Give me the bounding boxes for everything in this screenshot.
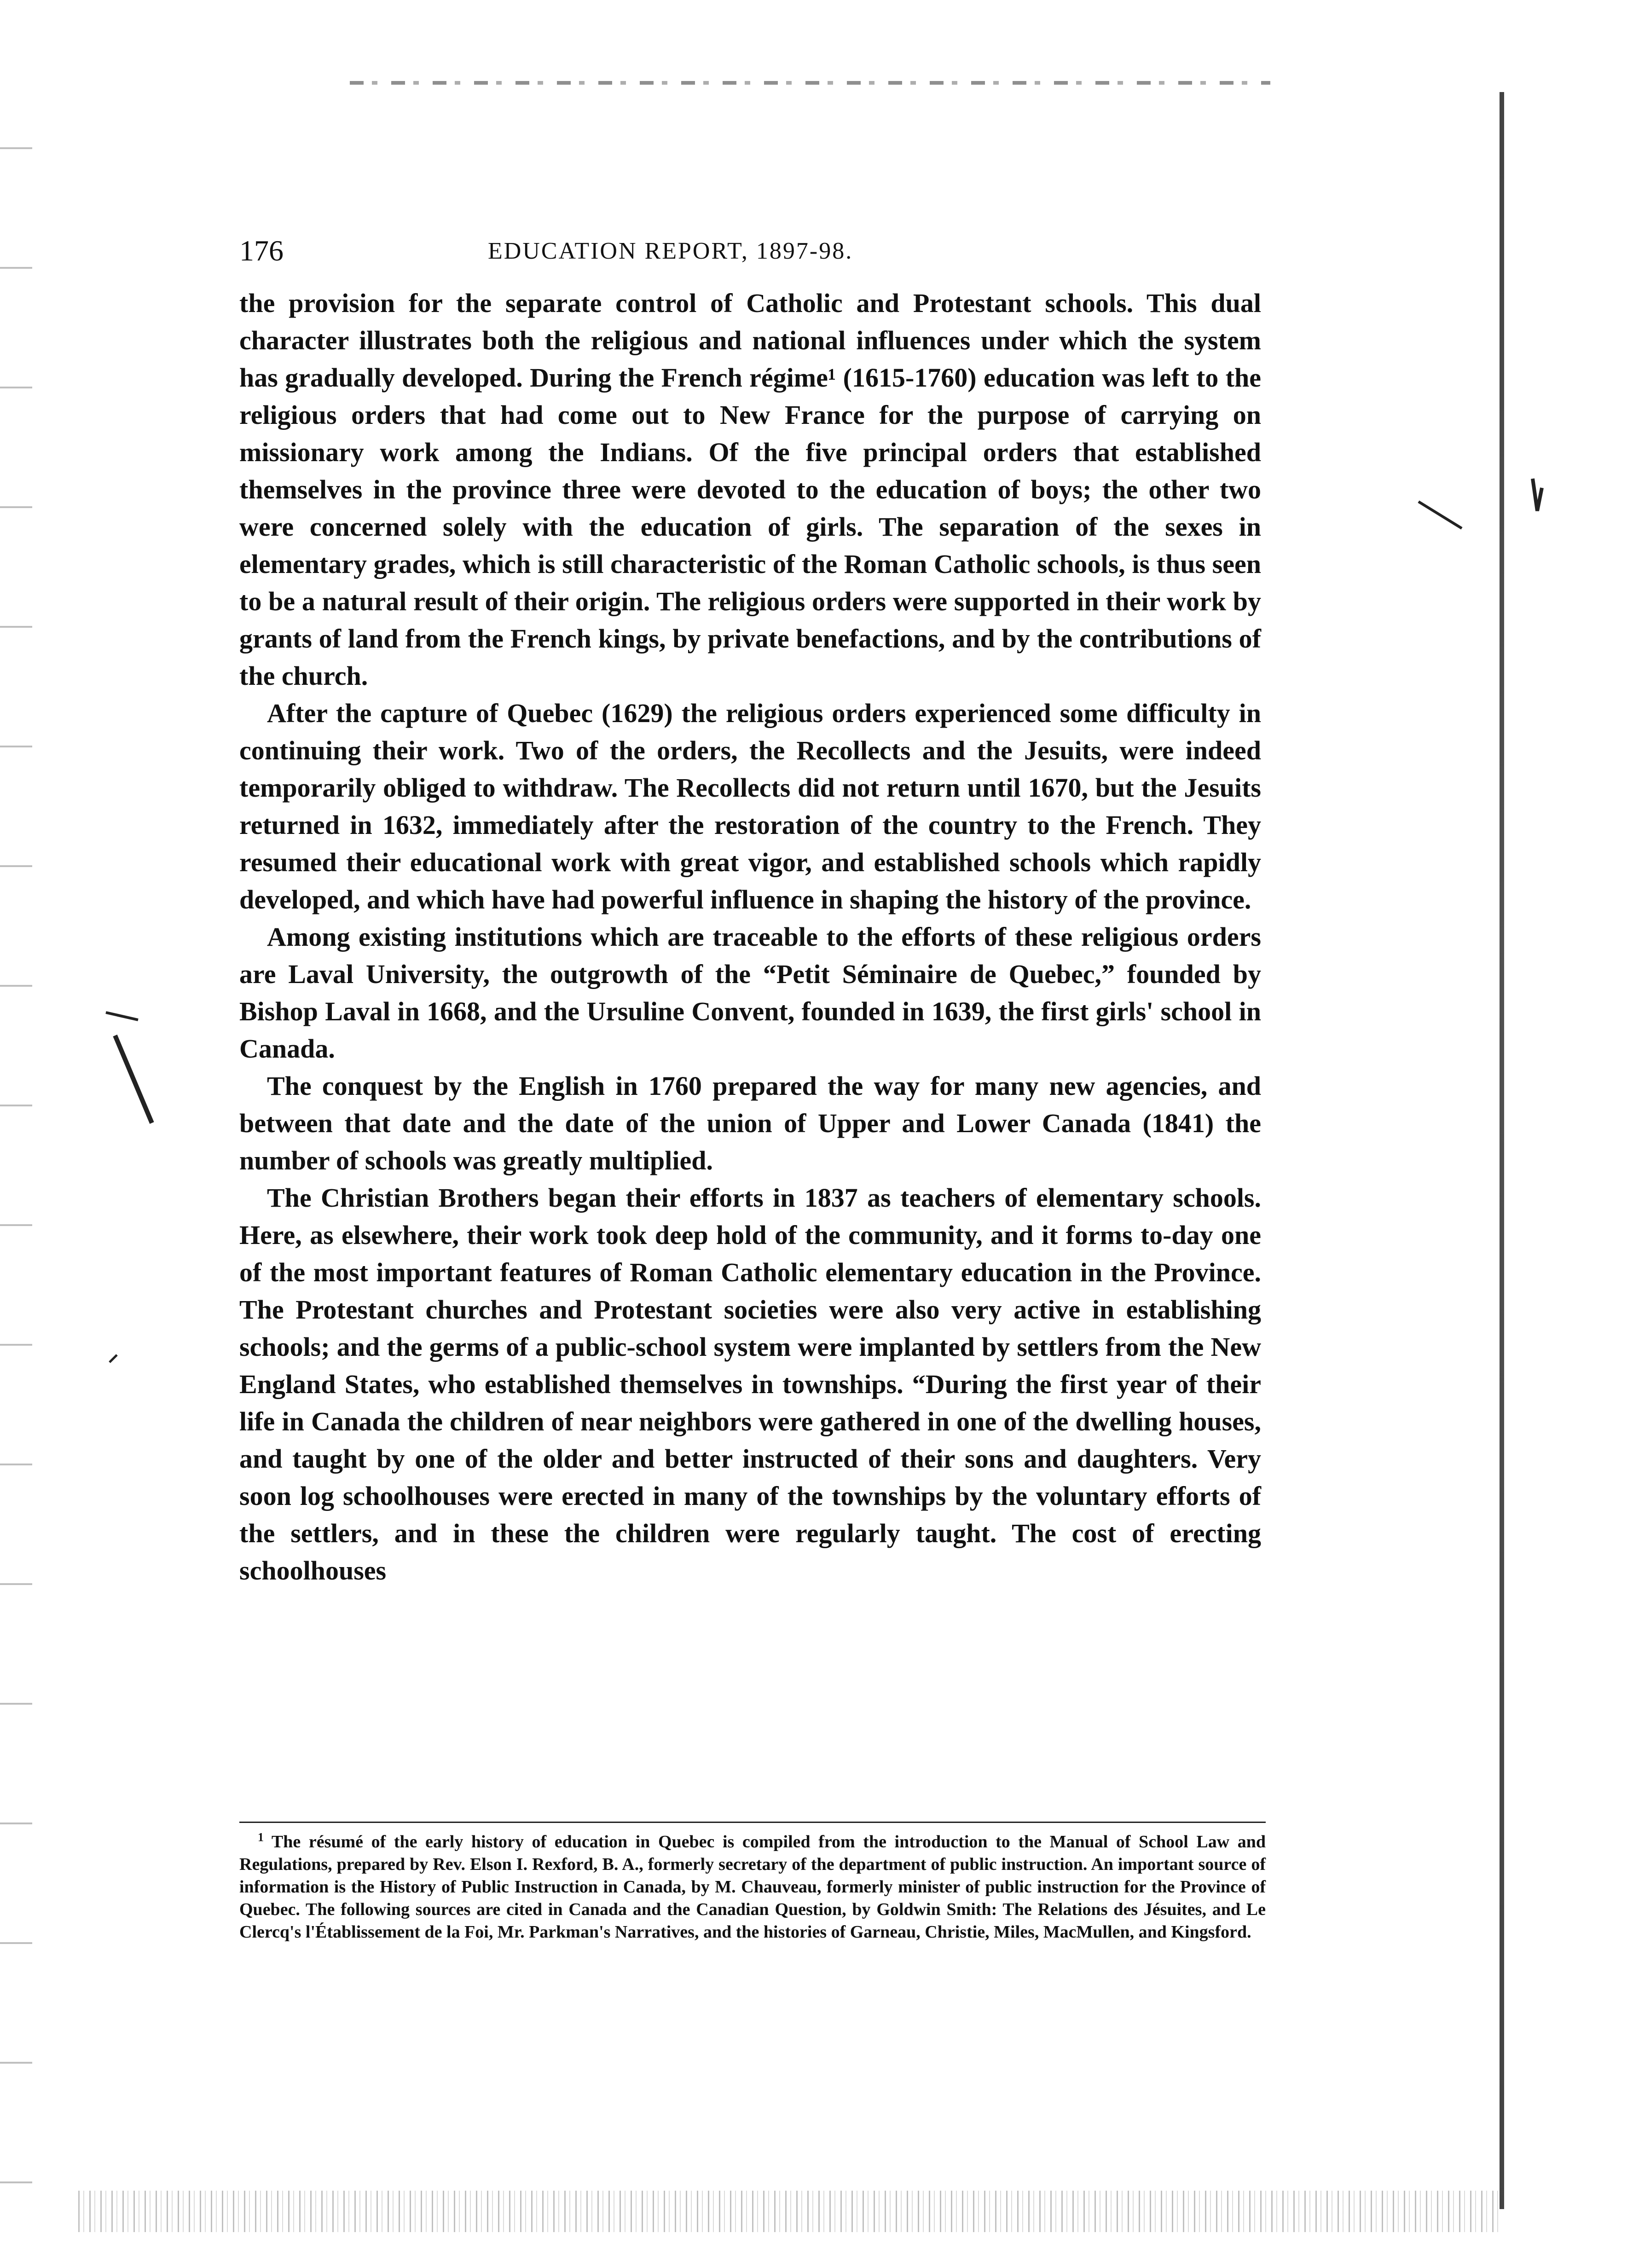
scan-edge-right [1500,92,1504,2209]
paragraph: the provision for the separate control of Catholic and Protestant schools. This dual character illustrates both the religious and national influences under which the system has gradually developed. During the French régime¹ (1615-1760) education was left to the religious orders that had come out to New France for the purpose of carrying on missionary work among the Indians. Of the five principal orders that established themselves in the province three were devoted to the education of boys; the other two were concerned solely with the education of girls. The separation of the sexes in elementary grades, which is still characteristic of the Roman Catholic schools, is thus seen to be a natural result of their origin. The religious orders were supported in their work by grants of land from the French kings, by private benefactions, and by the contributions of the church. [239,288,1261,691]
paragraph: The conquest by the English in 1760 prepared the way for many new agencies, and between that date and the date of the union of Upper and Lower Canada (1841) the number of schools was greatly multiplied. [239,1071,1261,1175]
paragraph: Among existing institutions which are traceable to the efforts of these religious orders are Laval University, the outgrowth of the “Petit Séminaire de Quebec,” founded by Bishop Laval in 1668, and the Ursuline Convent, founded in 1639, the first girls' school in Canada. [239,922,1261,1064]
footnote-text: The résumé of the early history of education in Quebec is compiled from the introduction to the Manual of School Law and Regulations, prepared by Rev. Elson I. Rexford, B. A., formerly secretary of the department of public instruction. An important source of information is the History of Public Instruction in Canada, by M. Chauveau, formerly minister of public instruction for the Province of Quebec. The following sources are cited in Canada and the Canadian Question, by Goldwin Smith: The Relations des Jésuites, and Le Clercq's l'Établissement de la Foi, Mr. Parkman's Narratives, and the histories of Garneau, Christie, Miles, MacMullen, and Kingsford. [239,1832,1266,1942]
paragraph: After the capture of Quebec (1629) the religious orders experienced some difficulty in continuing their work. Two of the orders, the Recollects and the Jesuits, were indeed temporarily obliged to withdraw. The Recollects did not return until 1670, but the Jesuits returned in 1632, immediately after the restoration of the country to the French. They resumed their educational work with great vigor, and established schools which rapidly developed, and which have had powerful influence in shaping the history of the province. [239,698,1261,914]
pencil-stroke-icon [1533,479,1542,511]
footnote-divider [239,1822,1266,1823]
page-header [239,230,1270,272]
paragraph: The Christian Brothers began their efforts in 1837 as teachers of elementary schools. Here, as elsewhere, their work took deep hold of the community, and it forms to-day one of the most important features of Roman Catholic elementary education in the Province. The Protestant churches and Protestant societies were also very active in establishing schools; and the germs of a public-school system were implanted by settlers from the New England States, who established themselves in townships. “During the first year of their life in Canada the children of near neighbors were gathered in one of the dwelling houses, and taught by one of the older and better instructed of their sons and daughters. Very soon log schoolhouses were erected in many of the townships by the voluntary efforts of the settlers, and in these the children were regularly taught. The cost of erecting schoolhouses [239,1183,1261,1585]
scan-edge-top [350,81,1270,85]
pencil-stroke-icon [115,1036,152,1123]
pencil-stroke-icon [1419,502,1462,528]
pencil-stroke-icon [106,1012,138,1020]
pencil-stroke-icon [110,1355,117,1362]
footnote-marker: 1 [258,1830,264,1844]
body-text [239,284,1261,1589]
running-head: EDUCATION REPORT, 1897-98. [488,238,853,264]
footnote [239,1831,1266,1944]
scan-edge-left [0,92,32,2209]
scan-edge-bottom [78,2191,1500,2232]
page-number: 176 [239,234,284,267]
